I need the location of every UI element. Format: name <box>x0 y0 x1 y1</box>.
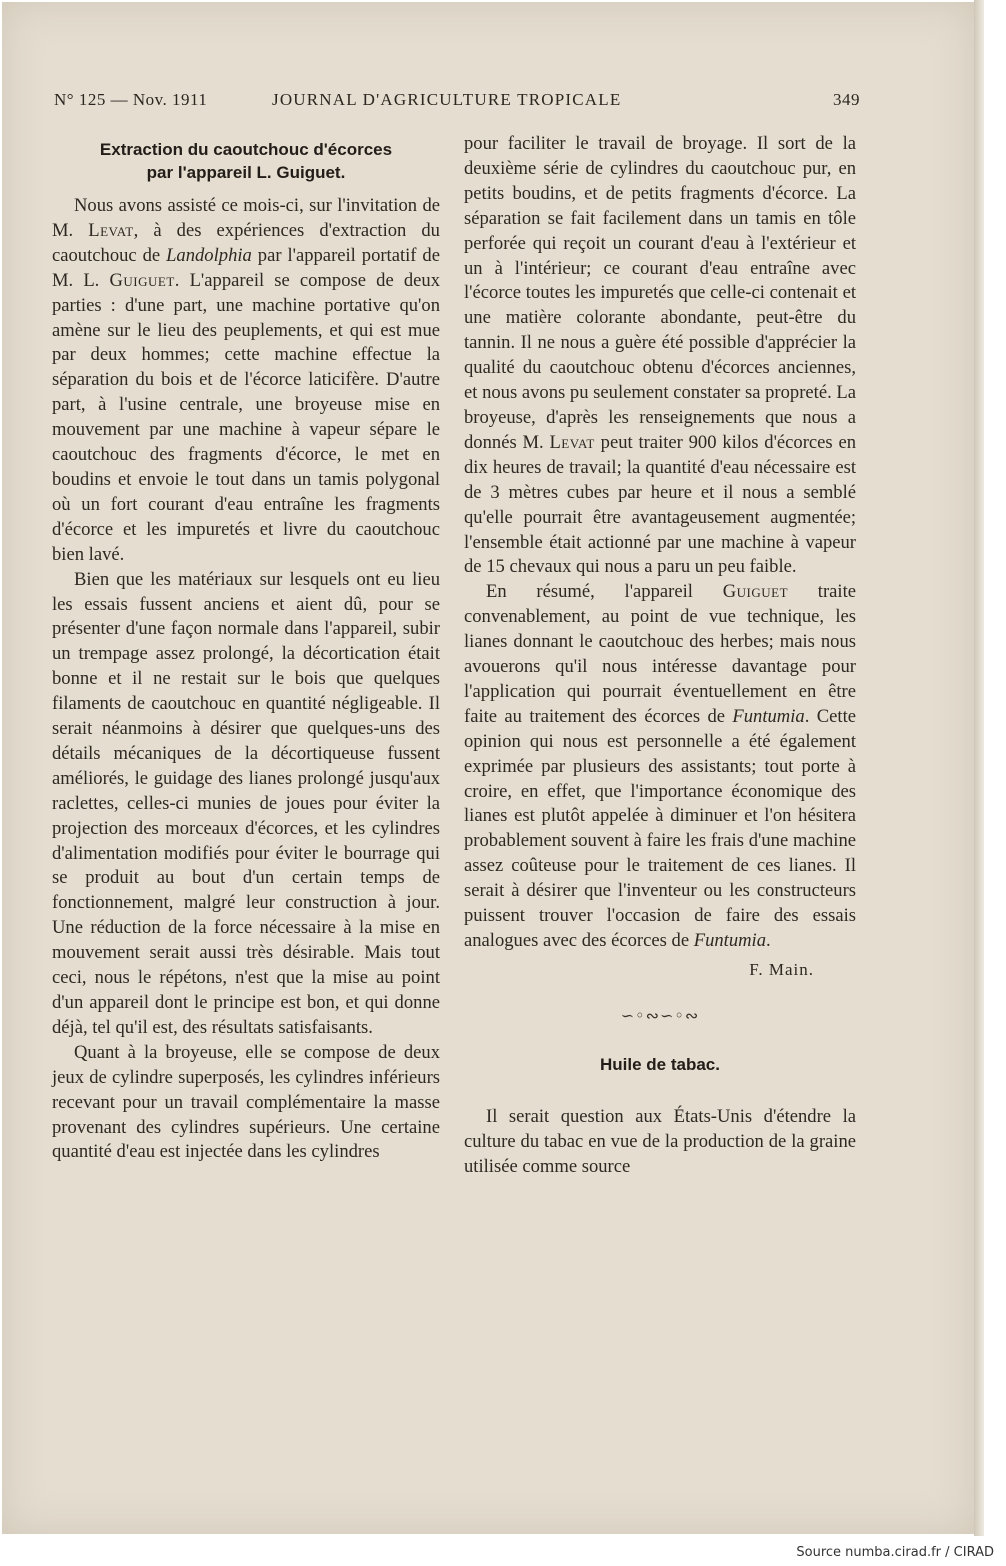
p5-text-c: . Cette opinion qui nous est personnelle a été également exprimée par plusieurs des assistants; tout porte à croire, en effet, que l'importance économique des lianes est plutôt appelée à diminuer et l'on hésitera probablement souvent à faire les frais d'une machine assez coûteuse pour le traitement de ces lianes. Il serait à désirer que l'inventeur ou les constructeurs puissent trouver l'occasion de faire des essais analogues avec des écorces de <box>464 705 856 951</box>
journal-page <box>2 2 975 1534</box>
page-edge <box>974 0 984 1536</box>
paragraph-4 <box>464 132 856 580</box>
p5-text-b: traite convenablement, au point de vue technique, les lianes donnant le caoutchouc des herbes; mais nous avouerons qu'il nous intéresse davantage pour l'application qui pourrait éventuellement en être faite au traitement des écorces de <box>464 581 856 727</box>
p4-text-b: peut traiter 900 kilos d'écorces en dix heures de travail; la quantité d'eau nécessaire est de 3 mètres cubes par heure et il nous a semblé qu'elle pourrait être avantageusement augmentée; l'ensemble était actionné par une machine à vapeur de 15 chevaux qui nous a paru un peu faible. <box>464 431 857 578</box>
p4-text-a: pour faciliter le travail de broyage. Il sort de la deuxième série de cylindres du caoutchouc pur, en petits boudins, et de petits fragments d'écorce. La séparation se fait facilement dans un tamis en tôle perforée qui reçoit un courant d'eau à l'extérieur et un à l'intérieur; ce courant d'eau entraîne avec l'écorce toutes les impuretés que celle-ci contenait et une matière colorante abondante, peut-être du tannin. Il ne nous a guère été possible d'apprécier la qualité du caoutchouc obtenu d'écorces anciennes, et nous avons pu seulement constater sa propreté. La broyeuse, d'après les renseignements que nous a donnés M. <box>464 133 856 453</box>
p1-name-levat: Levat <box>88 219 134 241</box>
paragraph-3: Quant à la broyeuse, elle se compose de deux jeux de cylindre superposés, les cylindres inférieurs recevant pour un travail complémentaire la masse provenant des cylindres supérieurs. Une certaine quantité d'eau est injectée dans les cylindres <box>52 1041 440 1163</box>
p5-text-d: . <box>766 930 771 951</box>
p5-name-guiguet: Guiguet <box>722 581 789 603</box>
paragraph-1 <box>52 194 440 568</box>
p5-text-a: En résumé, l'appareil <box>486 581 723 603</box>
spacer <box>464 1075 856 1105</box>
p1-text-b: , à des expériences d'extraction du caoutchouc de <box>52 219 440 266</box>
p1-name-guiguet: Guiguet <box>109 269 175 291</box>
article-title-line-2: par l'appareil L. Guiguet. <box>146 163 346 182</box>
p4-name-levat: Levat <box>549 431 595 453</box>
p5-italic-funtumia: Funtumia <box>732 705 805 727</box>
p1-text-a: Nous avons assisté ce mois-ci, sur l'invitation de M. <box>52 195 440 241</box>
page-number: 349 <box>833 90 860 109</box>
issue-label: N° 125 — Nov. 1911 <box>54 90 208 109</box>
paragraph-5 <box>464 580 856 954</box>
article2-title: Huile de tabac. <box>600 1054 720 1074</box>
p5-italic-funtumia-2: Funtumia <box>693 930 767 951</box>
right-column <box>464 132 856 1180</box>
journal-title: JOURNAL D'AGRICULTURE TROPICALE <box>272 90 622 109</box>
author-signature: F. Main. <box>749 959 814 979</box>
article-title <box>52 138 440 184</box>
article2-paragraph-1: Il serait question aux États-Unis d'étendre la culture du tabac en vue de la production de la graine utilisée comme source <box>464 1105 856 1177</box>
article-title-line-1: Extraction du caoutchouc d'écorces <box>99 140 393 159</box>
p1-text-d: . L'appareil se compose de deux parties : d'une part, une machine portative qu'on amène sur le lieu des peuplements, et qui est mue par deux hommes; cette machine effectue la séparation du bois et de l'écorce laticifère. D'autre part, à l'usine centrale, une broyeuse mise en mouvement par une machine à vapeur sépare le caoutchouc des fragments d'écorce, le met en boudins et envoie le tout dans un tamis polygonal où un fort courant d'eau entraîne les fragments d'écorce et les impuretés et livre du caoutchouc bien lavé. <box>52 269 440 565</box>
running-header <box>54 90 866 114</box>
section-ornament: ∽◦∾∽◦∾ <box>620 1005 700 1025</box>
left-column <box>52 138 440 1165</box>
source-credit: Source numba.cirad.fr / CIRAD <box>796 1545 994 1560</box>
paragraph-2: Bien que les matériaux sur lesquels ont eu lieu les essais fussent anciens et aient dû, pour se présenter d'une façon normale dans l'appareil, subir un trempage assez prolongé, la décortication était bonne et il ne restait sur le bois que quelques filaments de caoutchouc en quantité négligeable. Il serait néanmoins à désirer que quelques-uns des détails mécaniques de la décortiqueuse fussent améliorés, le guidage des lianes prolongé jusqu'aux raclettes, celles-ci munies de joues pour éviter la projection des morceaux d'écorces, et les cylindres d'alimentation modifiés pour éviter le bourrage qui se produit au bout d'un certain temps de fonctionnement, malgré leur construction à jour. Une réduction de la force nécessaire à la mise en mouvement serait aussi très désirable. Mais tout ceci, nous le répétons, n'est que la mise au point d'un appareil dont le principe est bon, et qui donne déjà, tel qu'il est, des résultats satisfaisants. <box>52 568 440 1038</box>
p1-text-c: par l'appareil portatif de M. L. <box>52 244 440 291</box>
p1-italic-landolphia: Landolphia <box>166 244 252 266</box>
